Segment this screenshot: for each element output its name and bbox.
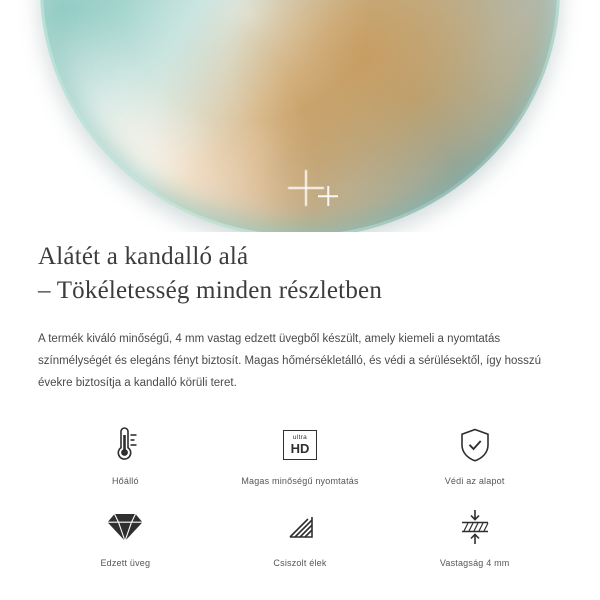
diamond-icon (106, 506, 144, 548)
polished-edges-icon (281, 506, 319, 548)
thermometer-icon (108, 424, 142, 466)
glass-edge-highlight (40, 0, 560, 232)
feature-grid (38, 424, 562, 568)
ultra-hd-badge-bottom: HD (290, 441, 310, 457)
headline-line-1: Alátét a kandalló alá (38, 243, 249, 270)
page-title (38, 240, 562, 308)
shield-check-icon (458, 424, 492, 466)
headline-line-2: – Tökéletesség minden részletben (38, 277, 383, 304)
feature-item-polished-edges (213, 506, 388, 568)
product-description: A termék kiváló minőségű, 4 mm vastag edzett üvegből készült, amely kiemeli a nyomtatás színmélységét és elegáns fényt biztosít. Magas hőmérsékletálló, és védi a sérülésektől, így hosszú évekre biztosítja a kandalló körüli teret. (38, 333, 542, 389)
feature-item-print-quality (213, 424, 388, 486)
thickness-arrows-icon (455, 506, 495, 548)
hero-image (0, 0, 600, 232)
feature-label: Vastagság 4 mm (439, 558, 510, 568)
feature-label: Hőálló (111, 476, 139, 486)
feature-item-thickness (387, 506, 562, 568)
feature-label: Edzett üveg (100, 558, 151, 568)
ultra-hd-badge-top: ultra (292, 433, 308, 441)
ultra-hd-icon (283, 424, 317, 466)
round-glass-panel-marble-teal-gold (40, 0, 560, 232)
feature-label: Magas minőségű nyomtatás (241, 476, 359, 486)
feature-item-heat-resistant (38, 424, 213, 486)
feature-item-protects-surface (387, 424, 562, 486)
feature-label: Csiszolt élek (273, 558, 327, 568)
feature-item-tempered-glass (38, 506, 213, 568)
feature-label: Védi az alapot (444, 476, 505, 486)
content-area (0, 240, 600, 568)
